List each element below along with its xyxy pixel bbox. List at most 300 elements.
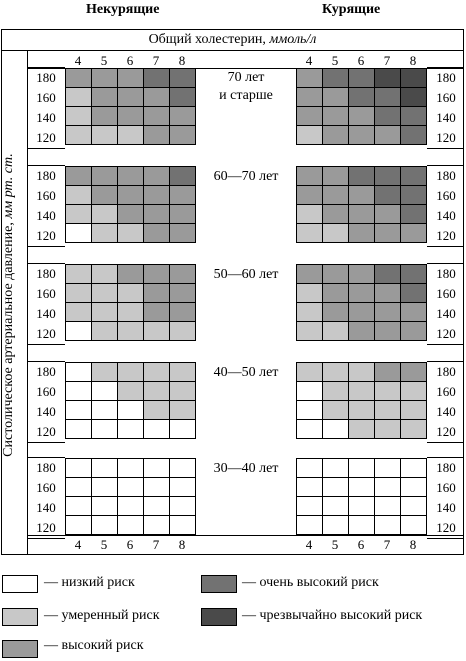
bp-label-right: 120 — [436, 326, 456, 341]
bp-label-right: 160 — [436, 90, 456, 105]
risk-cell — [118, 224, 144, 243]
risk-cell — [66, 478, 92, 497]
risk-cell — [297, 303, 323, 322]
risk-cell — [297, 478, 323, 497]
risk-cell — [349, 88, 375, 107]
risk-cell — [401, 322, 427, 341]
risk-cell — [144, 69, 170, 88]
risk-cell — [323, 420, 349, 439]
risk-cell — [375, 322, 401, 341]
risk-cell — [401, 69, 427, 88]
risk-cell — [144, 126, 170, 145]
chol-tick-smokers: 6 — [357, 537, 365, 552]
risk-cell — [118, 265, 144, 284]
block-separator — [427, 263, 464, 264]
risk-cell — [144, 167, 170, 186]
risk-cell — [297, 167, 323, 186]
risk-cell — [323, 167, 349, 186]
risk-cell — [401, 88, 427, 107]
risk-cell — [118, 478, 144, 497]
risk-cell — [118, 459, 144, 478]
risk-cell — [92, 126, 118, 145]
risk-cell — [297, 516, 323, 535]
risk-cell — [92, 322, 118, 341]
risk-cell — [118, 167, 144, 186]
risk-cell — [92, 186, 118, 205]
risk-cell — [144, 107, 170, 126]
risk-cell — [323, 401, 349, 420]
risk-row — [66, 459, 196, 478]
bp-label-right: 160 — [436, 384, 456, 399]
risk-cell — [401, 107, 427, 126]
risk-cell — [349, 107, 375, 126]
risk-cell — [170, 265, 196, 284]
risk-cell — [66, 265, 92, 284]
risk-cell — [92, 478, 118, 497]
risk-cell — [297, 382, 323, 401]
risk-grid-smokers — [296, 68, 427, 145]
risk-cell — [401, 363, 427, 382]
risk-cell — [170, 69, 196, 88]
risk-cell — [66, 516, 92, 535]
risk-cell — [375, 88, 401, 107]
risk-cell — [375, 284, 401, 303]
risk-cell — [170, 107, 196, 126]
risk-cell — [92, 363, 118, 382]
risk-row — [66, 420, 196, 439]
legend-swatch — [201, 608, 237, 626]
bp-label-left: 120 — [36, 424, 56, 439]
risk-cell — [92, 382, 118, 401]
risk-cell — [170, 284, 196, 303]
bp-label-right: 140 — [436, 404, 456, 419]
bp-label-left: 160 — [36, 188, 56, 203]
risk-cell — [66, 382, 92, 401]
legend-label: — высокий риск — [44, 638, 144, 653]
chol-tick-nonsmokers: 5 — [100, 537, 108, 552]
risk-cell — [92, 401, 118, 420]
risk-cell — [297, 205, 323, 224]
risk-cell — [92, 265, 118, 284]
smokers-header: Курящие — [322, 2, 381, 17]
cholesterol-unit: ммоль/л — [269, 32, 317, 47]
risk-cell — [349, 167, 375, 186]
bp-label-right: 180 — [436, 70, 456, 85]
risk-cell — [297, 497, 323, 516]
risk-cell — [323, 126, 349, 145]
risk-cell — [349, 69, 375, 88]
risk-cell — [375, 478, 401, 497]
risk-cell — [349, 478, 375, 497]
chol-tick-smokers: 7 — [383, 537, 391, 552]
risk-grid-smokers — [296, 362, 427, 439]
risk-row — [297, 126, 427, 145]
risk-row — [66, 69, 196, 88]
risk-row — [297, 401, 427, 420]
chol-tick-smokers: 7 — [383, 53, 391, 68]
chol-tick-nonsmokers: 7 — [152, 53, 160, 68]
legend-label: — низкий риск — [44, 575, 135, 590]
risk-cell — [323, 224, 349, 243]
risk-cell — [118, 69, 144, 88]
risk-cell — [118, 126, 144, 145]
age-group-label: 40—50 лет — [213, 365, 279, 380]
risk-cell — [401, 167, 427, 186]
bp-label-left: 180 — [36, 364, 56, 379]
risk-row — [297, 107, 427, 126]
risk-cell — [144, 478, 170, 497]
risk-cell — [92, 107, 118, 126]
risk-cell — [375, 107, 401, 126]
risk-cell — [349, 516, 375, 535]
risk-cell — [144, 88, 170, 107]
risk-cell — [401, 497, 427, 516]
risk-cell — [375, 303, 401, 322]
risk-cell — [170, 186, 196, 205]
bp-label-right: 120 — [436, 424, 456, 439]
age-group-label: 70 лет и старше — [219, 70, 273, 103]
risk-row — [66, 322, 196, 341]
risk-cell — [401, 420, 427, 439]
risk-cell — [297, 284, 323, 303]
risk-row — [66, 363, 196, 382]
block-separator — [427, 442, 464, 443]
risk-row — [66, 186, 196, 205]
bp-label-right: 140 — [436, 500, 456, 515]
risk-cell — [118, 303, 144, 322]
risk-row — [66, 88, 196, 107]
risk-grid-nonsmokers — [65, 166, 196, 243]
risk-cell — [66, 303, 92, 322]
bp-label-left: 120 — [36, 130, 56, 145]
risk-cell — [323, 497, 349, 516]
bp-label-right: 160 — [436, 480, 456, 495]
risk-cell — [118, 420, 144, 439]
risk-cell — [92, 420, 118, 439]
risk-row — [297, 516, 427, 535]
block-separator — [27, 165, 65, 166]
risk-cell — [66, 363, 92, 382]
risk-cell — [118, 88, 144, 107]
risk-cell — [349, 322, 375, 341]
risk-row — [66, 205, 196, 224]
risk-cell — [144, 265, 170, 284]
risk-cell — [170, 88, 196, 107]
bp-label-left: 160 — [36, 480, 56, 495]
risk-cell — [118, 497, 144, 516]
risk-cell — [92, 167, 118, 186]
chol-tick-nonsmokers: 4 — [74, 537, 82, 552]
chol-tick-nonsmokers: 5 — [100, 53, 108, 68]
risk-row — [66, 401, 196, 420]
risk-cell — [144, 382, 170, 401]
risk-cell — [349, 186, 375, 205]
risk-row — [66, 224, 196, 243]
risk-cell — [66, 284, 92, 303]
risk-cell — [170, 516, 196, 535]
risk-cell — [401, 303, 427, 322]
risk-cell — [66, 420, 92, 439]
risk-row — [297, 167, 427, 186]
systolic-pressure-text: Систолическое артериальное давление, — [1, 222, 16, 457]
risk-cell — [401, 284, 427, 303]
risk-cell — [92, 303, 118, 322]
risk-cell — [297, 265, 323, 284]
risk-grid-nonsmokers — [65, 362, 196, 439]
risk-cell — [118, 322, 144, 341]
risk-cell — [349, 205, 375, 224]
risk-cell — [144, 186, 170, 205]
risk-cell — [401, 205, 427, 224]
block-separator — [427, 344, 464, 345]
risk-cell — [375, 265, 401, 284]
bp-label-left: 120 — [36, 326, 56, 341]
bp-label-left: 180 — [36, 70, 56, 85]
risk-cell — [170, 401, 196, 420]
risk-row — [66, 497, 196, 516]
risk-row — [297, 265, 427, 284]
risk-cell — [297, 107, 323, 126]
risk-cell — [401, 382, 427, 401]
block-separator — [27, 148, 65, 149]
risk-cell — [375, 205, 401, 224]
block-separator — [427, 457, 464, 458]
risk-cell — [401, 478, 427, 497]
risk-cell — [144, 497, 170, 516]
risk-cell — [375, 363, 401, 382]
risk-cell — [349, 497, 375, 516]
risk-cell — [170, 126, 196, 145]
risk-cell — [349, 126, 375, 145]
block-separator — [27, 246, 65, 247]
risk-cell — [323, 107, 349, 126]
risk-cell — [144, 459, 170, 478]
risk-row — [297, 420, 427, 439]
risk-cell — [170, 478, 196, 497]
bp-label-right: 140 — [436, 110, 456, 125]
risk-cell — [401, 186, 427, 205]
legend-swatch — [2, 640, 38, 658]
risk-grid-smokers — [296, 264, 427, 341]
risk-cell — [375, 69, 401, 88]
risk-cell — [66, 88, 92, 107]
bp-label-left: 160 — [36, 286, 56, 301]
block-separator — [427, 246, 464, 247]
chol-tick-nonsmokers: 6 — [126, 537, 134, 552]
risk-cell — [66, 126, 92, 145]
risk-grid-smokers — [296, 458, 427, 535]
risk-cell — [349, 459, 375, 478]
risk-cell — [401, 224, 427, 243]
risk-cell — [349, 382, 375, 401]
risk-cell — [66, 224, 92, 243]
chol-tick-smokers: 5 — [331, 53, 339, 68]
systolic-pressure-label — [0, 90, 18, 520]
risk-cell — [144, 322, 170, 341]
nonsmokers-header: Некурящие — [86, 2, 160, 17]
risk-cell — [375, 497, 401, 516]
risk-cell — [323, 69, 349, 88]
risk-cell — [297, 69, 323, 88]
risk-cell — [323, 265, 349, 284]
risk-cell — [118, 516, 144, 535]
risk-cell — [375, 167, 401, 186]
risk-cell — [66, 401, 92, 420]
risk-cell — [323, 284, 349, 303]
risk-cell — [118, 363, 144, 382]
legend-label: — чрезвычайно высокий риск — [242, 608, 423, 623]
risk-cell — [349, 401, 375, 420]
risk-cell — [144, 224, 170, 243]
risk-cell — [144, 205, 170, 224]
risk-grid-nonsmokers — [65, 458, 196, 535]
risk-cell — [323, 516, 349, 535]
chol-tick-smokers: 8 — [409, 537, 417, 552]
chol-tick-smokers: 8 — [409, 53, 417, 68]
risk-cell — [144, 303, 170, 322]
risk-cell — [66, 186, 92, 205]
risk-cell — [297, 224, 323, 243]
bp-label-left: 180 — [36, 168, 56, 183]
block-separator — [427, 538, 464, 539]
chol-tick-nonsmokers: 8 — [178, 53, 186, 68]
risk-row — [297, 69, 427, 88]
pressure-unit: мм рт. ст. — [1, 153, 16, 219]
risk-cell — [401, 265, 427, 284]
bp-label-right: 140 — [436, 306, 456, 321]
block-separator — [27, 263, 65, 264]
risk-cell — [144, 363, 170, 382]
bp-label-left: 160 — [36, 384, 56, 399]
risk-cell — [375, 126, 401, 145]
bp-label-left: 180 — [36, 460, 56, 475]
block-separator — [27, 538, 65, 539]
risk-cell — [144, 284, 170, 303]
risk-cell — [118, 284, 144, 303]
risk-cell — [323, 205, 349, 224]
risk-cell — [92, 516, 118, 535]
risk-row — [66, 382, 196, 401]
risk-cell — [170, 497, 196, 516]
risk-grid-nonsmokers — [65, 68, 196, 145]
risk-cell — [297, 363, 323, 382]
block-separator — [427, 165, 464, 166]
risk-cell — [66, 205, 92, 224]
risk-cell — [144, 516, 170, 535]
risk-cell — [297, 459, 323, 478]
bp-label-right: 180 — [436, 168, 456, 183]
bp-label-right: 180 — [436, 266, 456, 281]
legend-label: — очень высокий риск — [242, 575, 379, 590]
risk-cell — [92, 69, 118, 88]
risk-row — [297, 497, 427, 516]
cholesterol-caption-text: Общий холестерин, — [148, 32, 266, 47]
bp-label-right: 160 — [436, 286, 456, 301]
risk-cell — [66, 167, 92, 186]
risk-row — [297, 478, 427, 497]
risk-cell — [170, 459, 196, 478]
bp-label-right: 140 — [436, 208, 456, 223]
risk-grid-smokers — [296, 166, 427, 243]
risk-cell — [92, 224, 118, 243]
bp-label-left: 140 — [36, 208, 56, 223]
risk-row — [297, 224, 427, 243]
cholesterol-caption — [1, 29, 464, 51]
block-separator — [427, 67, 464, 68]
risk-row — [66, 478, 196, 497]
risk-cell — [375, 459, 401, 478]
risk-cell — [170, 167, 196, 186]
risk-cell — [144, 420, 170, 439]
risk-cell — [66, 107, 92, 126]
risk-row — [297, 363, 427, 382]
block-separator — [27, 67, 65, 68]
risk-cell — [401, 516, 427, 535]
risk-row — [297, 382, 427, 401]
block-separator — [427, 361, 464, 362]
risk-cell — [323, 382, 349, 401]
risk-cell — [92, 284, 118, 303]
risk-cell — [349, 284, 375, 303]
risk-cell — [349, 224, 375, 243]
block-separator — [27, 457, 65, 458]
risk-cell — [375, 382, 401, 401]
risk-row — [66, 265, 196, 284]
bp-label-right: 180 — [436, 364, 456, 379]
risk-cell — [118, 186, 144, 205]
bp-label-left: 160 — [36, 90, 56, 105]
risk-cell — [66, 69, 92, 88]
risk-row — [297, 322, 427, 341]
age-group-label: 60—70 лет — [213, 169, 279, 184]
chol-tick-smokers: 4 — [305, 53, 313, 68]
risk-cell — [118, 401, 144, 420]
risk-cell — [401, 401, 427, 420]
chol-tick-smokers: 5 — [331, 537, 339, 552]
risk-row — [297, 303, 427, 322]
risk-row — [66, 167, 196, 186]
risk-cell — [349, 265, 375, 284]
risk-cell — [170, 322, 196, 341]
risk-cell — [297, 322, 323, 341]
risk-cell — [92, 459, 118, 478]
block-separator — [427, 148, 464, 149]
risk-cell — [349, 303, 375, 322]
risk-row — [66, 303, 196, 322]
risk-row — [66, 126, 196, 145]
bp-label-right: 180 — [436, 460, 456, 475]
risk-row — [66, 284, 196, 303]
legend-label: — умеренный риск — [44, 608, 160, 623]
bp-label-left: 120 — [36, 520, 56, 535]
risk-cell — [297, 126, 323, 145]
bp-label-right: 160 — [436, 188, 456, 203]
risk-cell — [323, 363, 349, 382]
risk-row — [66, 516, 196, 535]
risk-cell — [297, 88, 323, 107]
risk-cell — [297, 420, 323, 439]
chol-tick-nonsmokers: 8 — [178, 537, 186, 552]
risk-row — [297, 284, 427, 303]
bp-label-left: 140 — [36, 500, 56, 515]
risk-cell — [375, 420, 401, 439]
risk-cell — [323, 303, 349, 322]
risk-cell — [170, 303, 196, 322]
risk-cell — [375, 401, 401, 420]
risk-cell — [118, 107, 144, 126]
chol-tick-nonsmokers: 4 — [74, 53, 82, 68]
legend-swatch — [201, 575, 237, 593]
